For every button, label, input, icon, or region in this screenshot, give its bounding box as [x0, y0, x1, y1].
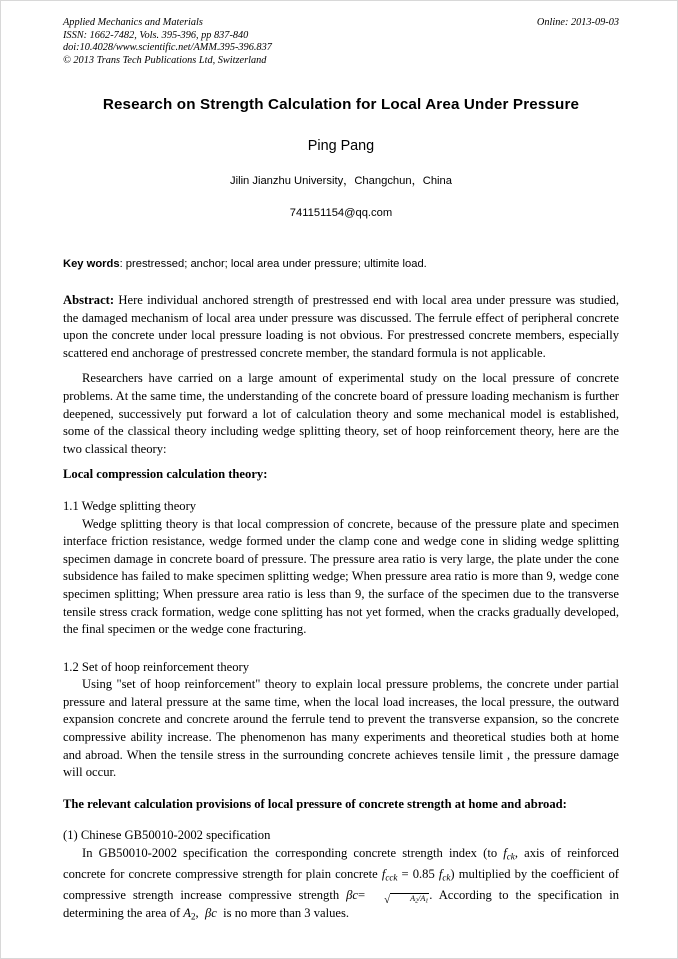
math-beta-c: βc — [346, 888, 358, 903]
item1-text-part4: ) multiplied by the coefficient of compressive strength increase compressive strength — [63, 867, 619, 903]
author-name: Ping Pang — [307, 138, 375, 154]
keywords-value: prestressed; anchor; local area under pressure; ultimite load. — [125, 258, 427, 270]
math-equals: = — [357, 888, 366, 903]
radical-sign: √ — [384, 893, 391, 906]
heading-local-compression: Local compression calculation theory: — [63, 467, 268, 482]
author-affiliation: Jilin Jianzhu University，Changchun，China — [230, 175, 452, 187]
author-email: 741151154@qq.com — [289, 207, 393, 219]
keywords-separator: : — [119, 258, 126, 270]
paragraph-1-1: Wedge splitting theory is that local compression of concrete, because of the pressure plate and specimen interface friction resistance, wedge formed under the clamp cone and wedge cone in sliding wedge splitting specimen damage in concrete board of pressure. The pressure area ratio is very large, the plate under the cone subsidence has failed to make specimen splitting wedge; When pressure area ratio is more than 9, wedge cone specimen splitting; When pressure area ratio is less than 9, the surface of the specimen due to the transverse tensile stress crack formation, wedge cone splitting has not yet formed, when the cracks gradually developed, the final specimen or the wedge cone fracturing. — [63, 516, 619, 637]
item1-text-part2: , axis of reinforced concrete for concrete compressive strength for plain concrete — [63, 846, 619, 882]
item1-text-part7: is no more than 3 values. — [223, 905, 350, 920]
copyright-line: © 2013 Trans Tech Publications Ltd, Switzerland — [63, 54, 267, 66]
title-block — [63, 95, 619, 221]
masthead-left — [63, 17, 483, 67]
keywords-line — [63, 257, 619, 272]
abstract-text: Here individual anchored strength of prestressed end with local area under pressure was studied, the damaged mechanism of local area under pressure was discussed. The ferrule effect of peripheral concrete upon the concrete under local pressure loading is not obvious. For prestressed concrete members, especially scattered end anchorage of prestressed concrete member, the standard formula is not applicable. — [63, 293, 619, 360]
abstract-label: Abstract: — [63, 293, 115, 307]
item1-text-part6: , — [195, 905, 199, 920]
item1-text-part1: In GB50010-2002 specification the corresponding concrete strength index (to — [82, 846, 504, 861]
math-radical-a2-a1 — [365, 893, 429, 905]
math-A-2: A2 — [183, 905, 196, 922]
math-beta-c-2: βc — [204, 905, 217, 920]
item1-text-part5: . According to the specification in determining the area of — [63, 888, 619, 920]
heading-1-2: 1.2 Set of hoop reinforcement theory — [63, 659, 250, 674]
heading-item-1: (1) Chinese GB50010-2002 specification — [63, 828, 271, 843]
online-date: Online: 2013-09-03 — [536, 17, 619, 28]
page-title: Research on Strength Calculation for Local Area Under Pressure — [102, 96, 580, 113]
math-f-ck-2: $f_{ck}$ — [438, 867, 451, 883]
intro-paragraph: Researchers have carried on a large amount of experimental study on the local pressure of concrete problems. At the same time, the understanding of the concrete board of pressure loading mechanism is further deepened, successively put forward a lot of calculation theory and some mechanical model is established, some of the classical theory including wedge splitting theory, set of hoop reinforcement theory, here are the two classical theory: — [63, 371, 619, 456]
heading-provisions: The relevant calculation provisions of local pressure of concrete strength at home and abroad: — [63, 796, 567, 811]
running-header — [63, 17, 619, 75]
issn-line: ISSN: 1662-7482, Vols. 395-396, pp 837-840 — [63, 29, 249, 41]
journal-name: Applied Mechanics and Materials — [63, 17, 203, 28]
keywords-label: Key words — [63, 258, 120, 270]
paragraph-1-2: Using "set of hoop reinforcement" theory to explain local pressure problems, the concrete under partial pressure and lateral pressure at the same time, when the local load increases, the local pressure, the outward expansion concrete and concrete around the ferrule tend to prevent the transverse expansion, so the concrete compressive ability increase. The phenomenon has many experiments and theoretical studies both at home and abroad. When the tensile stress in the surrounding concrete achieves tensile limit , the pressure damage will occur. — [63, 677, 619, 780]
math-f-ck: $f_{ck}$ — [503, 846, 515, 862]
abstract-paragraph — [63, 292, 619, 362]
item1-text-part3: = 0.85 — [397, 867, 439, 882]
math-f-cck: $f_{cck}$ — [381, 867, 398, 883]
paragraph-item-1 — [63, 845, 619, 926]
radical-body: A2/A1 — [390, 893, 429, 905]
doi-line: doi:10.4028/www.scientific.net/AMM.395-396.837 — [63, 42, 272, 54]
heading-1-1: 1.1 Wedge splitting theory — [63, 498, 197, 513]
